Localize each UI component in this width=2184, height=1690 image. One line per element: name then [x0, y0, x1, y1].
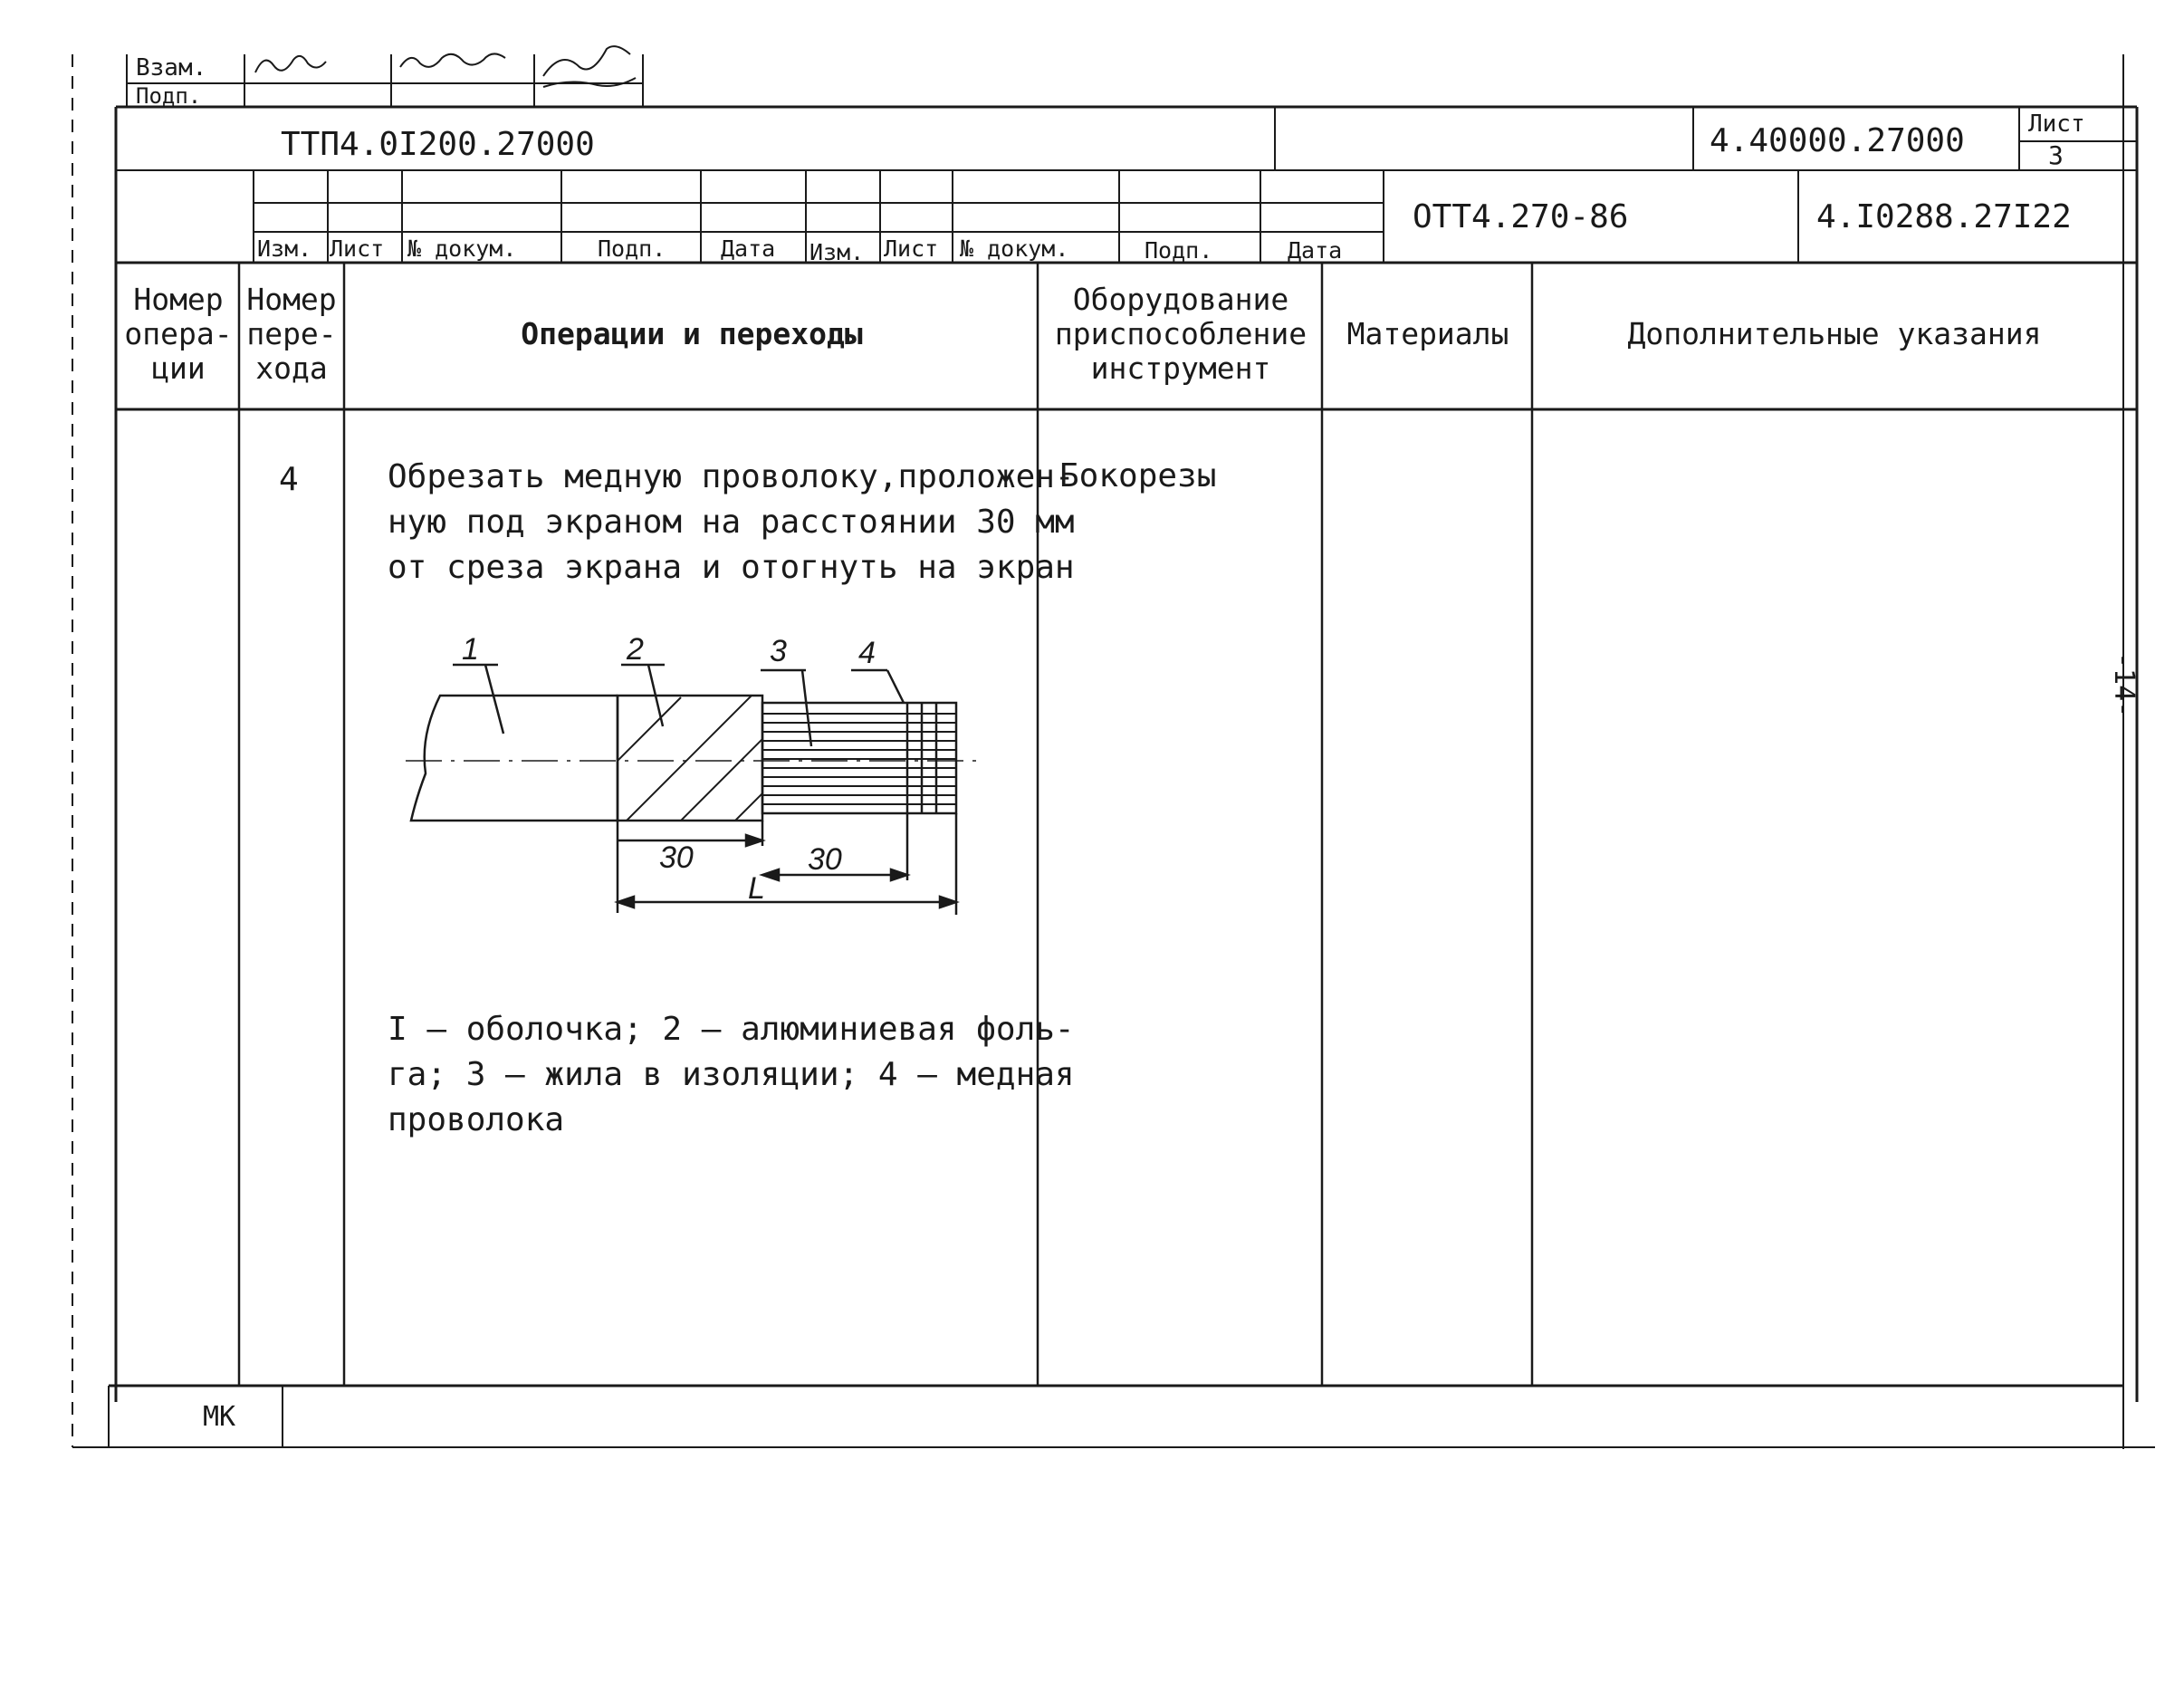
step-number-value: 4: [279, 461, 299, 498]
instruction-line: от среза экрана и отогнуть на экран: [388, 549, 1075, 586]
instruction-line: ную под экраном на расстоянии 30 мм: [388, 504, 1075, 541]
legend-text: [388, 1007, 1075, 1143]
rev-header-date-2: Дата: [1288, 237, 1343, 264]
sheath-outline: [411, 696, 618, 821]
sheet-label: Лист: [2028, 110, 2085, 138]
signature-label: Подп.: [136, 83, 202, 109]
step-number-line-1: Номер: [246, 282, 337, 317]
column-header-step-number: [237, 283, 346, 386]
legend-line: проволока: [388, 1101, 565, 1138]
op-number-line-2: опера-: [124, 316, 233, 351]
document-code: 4.40000.27000: [1710, 122, 1965, 159]
rev-header-sign: Подп.: [598, 235, 666, 262]
cable-cutting-diagram: [398, 625, 996, 933]
callout-1: 1: [462, 632, 479, 667]
column-header-notes: Дополнительные указания: [1627, 316, 2042, 351]
instruction-text: [388, 455, 1075, 591]
callout-3: 3: [770, 634, 787, 668]
legend-line: га; 3 – жила в изоляции; 4 – медная: [388, 1056, 1075, 1093]
step-number-line-2: пере-: [246, 316, 337, 351]
callout-4: 4: [858, 636, 876, 670]
part-code: 4.I0288.27I22: [1816, 198, 2072, 235]
standard-code: ОТТ4.270-86: [1413, 198, 1629, 235]
rev-header-change-2: Изм.: [809, 239, 865, 265]
legend-line: I – оболочка; 2 – алюминиевая фоль-: [388, 1011, 1075, 1048]
signature-scribble: [255, 46, 636, 87]
tool-value: Бокорезы: [1059, 457, 1217, 495]
equipment-line-3: инструмент: [1090, 350, 1271, 386]
dimension-left: 30: [659, 840, 694, 875]
column-header-operation-number: [120, 283, 237, 386]
column-header-equipment: [1039, 283, 1322, 386]
margin-page-mark: -14-: [2108, 652, 2140, 718]
replace-label: Взам.: [136, 54, 207, 82]
column-header-materials: Материалы: [1346, 316, 1509, 351]
rev-header-doc-2: № докум.: [960, 235, 1069, 262]
rev-header-sheet: Лист: [330, 235, 385, 262]
instruction-line: Обрезать медную проволоку,проложен-: [388, 458, 1075, 495]
rev-header-sign-2: Подп.: [1145, 237, 1213, 264]
equipment-line-2: приспособление: [1054, 316, 1308, 351]
op-number-line-3: ции: [151, 350, 206, 386]
rev-header-doc: № докум.: [407, 235, 517, 262]
column-header-operations: Операции и переходы: [521, 316, 863, 351]
rev-header-change: Изм.: [257, 235, 312, 262]
dimension-right: 30: [808, 842, 842, 877]
form-code: МК: [203, 1401, 236, 1433]
rev-header-date: Дата: [721, 235, 776, 262]
ttp-code: ТТП4.0I200.27000: [281, 126, 595, 163]
rev-header-sheet-2: Лист: [884, 235, 939, 262]
callout-2: 2: [627, 632, 644, 667]
sheet-number: 3: [2048, 140, 2064, 170]
op-number-line-1: Номер: [133, 282, 224, 317]
dimension-total: L: [748, 871, 765, 906]
step-number-line-3: хода: [255, 350, 328, 386]
equipment-line-1: Оборудование: [1072, 282, 1289, 317]
